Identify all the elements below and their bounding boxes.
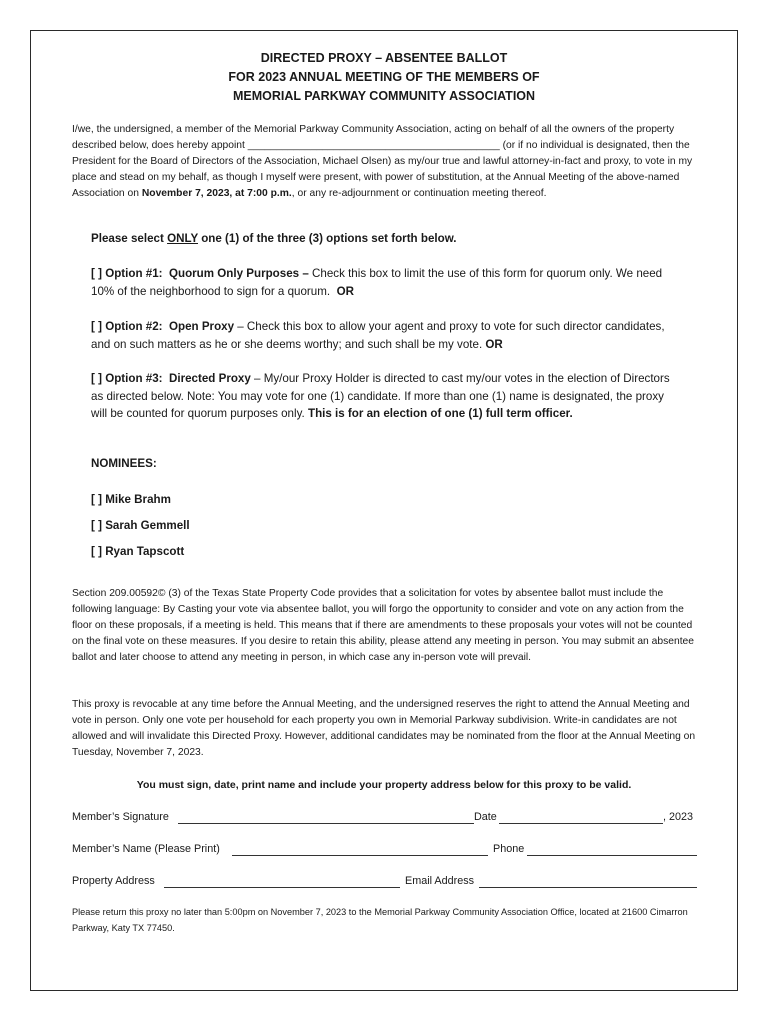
nominee-3 xyxy=(91,545,184,558)
nominee-3-checkbox[interactable]: [ ] xyxy=(91,545,102,558)
option-2 xyxy=(91,318,671,353)
title-line-3: MEMORIAL PARKWAY COMMUNITY ASSOCIATION xyxy=(232,89,536,103)
property-address-field[interactable] xyxy=(164,887,400,888)
document-title xyxy=(31,49,737,106)
date-field[interactable] xyxy=(499,823,663,824)
option-2-checkbox[interactable]: [ ] xyxy=(91,320,102,333)
option-3-text: – My/our Proxy Holder is directed to cast my/our votes in the election of Directors as directed below. Note: You may vote for one (1) candidate. If more than one (1) name is designated, the proxy will be counted for quorum purposes only. xyxy=(91,372,670,420)
phone-label: Phone xyxy=(493,843,525,855)
intro-text-b: , or any re-adjournment or continuation meeting thereof. xyxy=(291,188,547,200)
option-3-note: This is for an election of one (1) full term officer. xyxy=(307,407,573,420)
nominee-2-checkbox[interactable]: [ ] xyxy=(91,519,102,532)
date-label: Date xyxy=(474,811,497,823)
select-only: ONLY xyxy=(167,232,198,245)
phone-field[interactable] xyxy=(527,855,697,856)
option-1-label: Option #1: xyxy=(105,267,163,280)
meeting-date: November 7, 2023, at 7:00 p.m. xyxy=(141,188,292,200)
proxy-ballot-page xyxy=(30,30,738,991)
option-2-or: OR xyxy=(485,337,503,351)
option-2-label: Option #2: xyxy=(105,320,163,333)
intro-text-a: I/we, the undersigned, a member of the Memorial Parkway Community Association, acting on behalf of all the owners of the property described below, does hereby appoint ____________________________________________ (or if no individual is designated, then the President for the Board of Directors of the Association, Michael Olsen) as my/our true and lawful attorney-in-fact and proxy, to vote in my place and stead on my behalf, as though I myself were present, with power of substitution, at the Annual Meeting of the above-named Association on xyxy=(72,124,693,200)
member-name-field[interactable] xyxy=(232,855,488,856)
select-suffix: one (1) of the three (3) options set forth below. xyxy=(198,232,457,245)
select-instruction xyxy=(91,232,457,245)
member-name-label: Member’s Name (Please Print) xyxy=(72,843,220,855)
option-1-checkbox[interactable]: [ ] xyxy=(91,267,102,280)
nominee-3-name: Ryan Tapscott xyxy=(105,545,185,558)
option-3-name: Directed Proxy xyxy=(168,372,251,385)
return-instructions: Please return this proxy no later than 5:00pm on November 7, 2023 to the Memorial Parkway Community Association Office, located at 21600 Cimarron Parkway, Katy TX 77450. xyxy=(72,907,688,933)
email-field[interactable] xyxy=(479,887,697,888)
title-line-1: DIRECTED PROXY – ABSENTEE BALLOT xyxy=(260,51,508,65)
option-1 xyxy=(91,265,671,300)
email-label: Email Address xyxy=(405,875,475,887)
nominees-heading: NOMINEES: xyxy=(91,457,157,470)
option-3-label: Option #3: xyxy=(105,372,163,385)
signature-label: Member’s Signature xyxy=(72,811,169,823)
revocable-paragraph: This proxy is revocable at any time before the Annual Meeting, and the undersigned reserves the right to attend the Annual Meeting and vote in person. Only one vote per household for each property you own in Memorial Parkway subdivision. Write-in candidates are not allowed and will invalidate this Directed Proxy. However, additional candidates may be nominated from the floor at the Annual Meeting on Tuesday, November 7, 2023. xyxy=(72,699,696,758)
option-2-text: – Check this box to allow your agent and proxy to vote for such director candidates, and on such matters as he or she deems worthy; and such shall be my vote. xyxy=(91,320,665,351)
title-line-2: FOR 2023 ANNUAL MEETING OF THE MEMBERS OF xyxy=(228,70,540,84)
option-3-checkbox[interactable]: [ ] xyxy=(91,372,102,385)
year-suffix: , 2023 xyxy=(663,811,694,823)
nominee-1 xyxy=(91,493,171,506)
signature-field[interactable] xyxy=(178,823,474,824)
option-1-text: Check this box to limit the use of this form for quorum only. We need 10% of the neighborhood to sign for a quorum. xyxy=(91,267,663,298)
nominee-1-checkbox[interactable]: [ ] xyxy=(91,493,102,506)
texas-code-paragraph: Section 209.00592© (3) of the Texas State Property Code provides that a solicitation for votes by absentee ballot must include the following language: By Casting your vote via absentee ballot, you will forgo the opportunity to consider and vote on any action from the floor on these proposals, if a meeting is held. This means that if there are amendments to these proposals your votes will not be counted on the final vote on these measures. If you desire to retain this ability, please attend any meeting in person. You may submit an absentee ballot and later choose to attend any meeting in person, in which case any in-person vote will prevail. xyxy=(72,588,695,663)
property-address-label: Property Address xyxy=(72,875,155,887)
nominee-2 xyxy=(91,519,190,532)
nominee-2-name: Sarah Gemmell xyxy=(105,519,190,532)
option-3 xyxy=(91,370,671,423)
intro-paragraph xyxy=(72,122,694,202)
select-prefix: Please select xyxy=(91,232,168,245)
option-1-name: Quorum Only Purposes – xyxy=(168,267,309,280)
nominee-1-name: Mike Brahm xyxy=(105,493,171,506)
signature-instruction: You must sign, date, print name and include your property address below for this proxy to be valid. xyxy=(136,779,632,791)
option-2-name: Open Proxy xyxy=(168,320,235,333)
option-1-or: OR xyxy=(336,284,354,298)
